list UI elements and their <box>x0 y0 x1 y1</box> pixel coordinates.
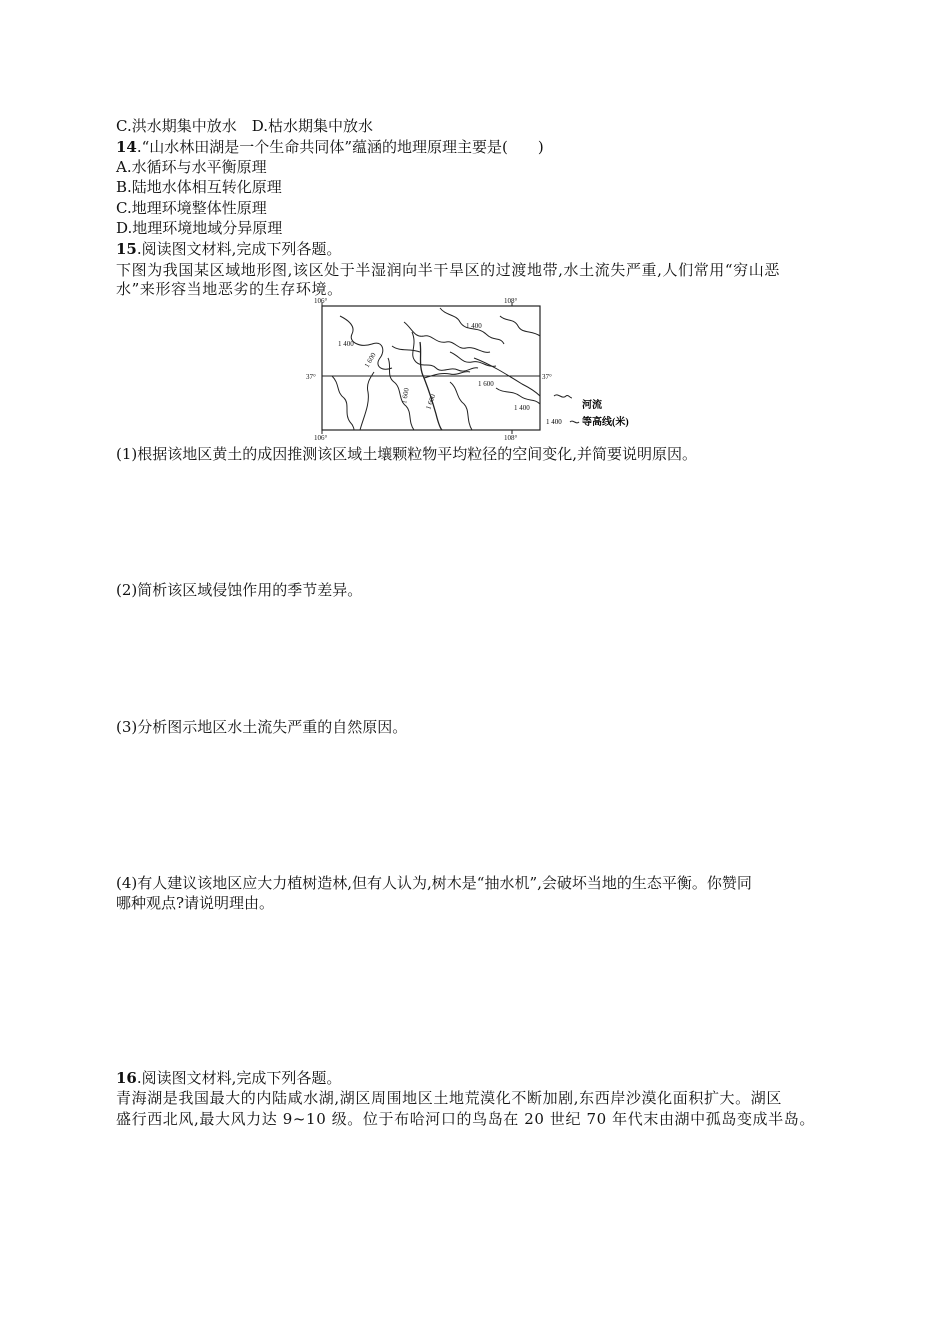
q15-sub2: (2)简析该区域侵蚀作用的季节差异。 <box>116 581 363 599</box>
q15-sub1: (1)根据该地区黄土的成因推测该区域土壤颗粒物平均粒径的空间变化,并简要说明原因。 <box>116 445 698 463</box>
contour-west-low <box>332 376 354 430</box>
q16-material-line-2: 盛行西北风,最大风力达 9~10 级。位于布哈河口的鸟岛在 20 世纪 70 年代末由湖中孤岛变成半岛。 <box>116 1110 815 1128</box>
q14-number: 14 <box>116 138 137 156</box>
q16-number: 16 <box>116 1069 137 1087</box>
contour-1600-east <box>450 382 472 430</box>
topographic-map <box>300 292 660 442</box>
contour-label-6: 1 600 <box>478 380 494 388</box>
q16-intro <box>116 1068 341 1088</box>
q15-material-line-1: 下图为我国某区域地形图,该区处于半湿润向半干旱区的过渡地带,水土流失严重,人们常用“穷山恶 <box>116 261 780 279</box>
contour-label-3: 1 600 <box>362 351 378 369</box>
lat-37-right: 37° <box>542 373 552 381</box>
q14-stem-text: .“山水林田湖是一个生命共同体”蕴涵的地理原理主要是( ) <box>136 138 544 156</box>
q15-intro <box>116 239 341 259</box>
contour-label-1: 1 400 <box>338 340 354 348</box>
q16-material-line-1: 青海湖是我国最大的内陆咸水湖,湖区周围地区土地荒漠化不断加剧,东西岸沙漠化面积扩大。湖区 <box>116 1089 782 1107</box>
contour-label-7: 1 400 <box>514 404 530 412</box>
lat-37-left: 37° <box>306 373 316 381</box>
lon-106-bottom: 106° <box>314 434 328 442</box>
contour-label-4: 1 600 <box>400 387 411 405</box>
q14-option-d: D.地理环境地域分异原理 <box>116 219 283 237</box>
q14-option-b: B.陆地水体相互转化原理 <box>116 178 282 196</box>
q15-sub3: (3)分析图示地区水土流失严重的自然原因。 <box>116 718 408 736</box>
lon-108-top: 108° <box>504 297 518 305</box>
q14-option-c: C.地理环境整体性原理 <box>116 199 267 217</box>
q15-material-line-2: 水”来形容当地恶劣的生存环境。 <box>116 280 343 298</box>
lon-106-top: 106° <box>314 297 328 305</box>
main-river <box>420 342 442 430</box>
contour-label-2: 1 400 <box>466 322 482 330</box>
q15-number: 15 <box>116 240 137 258</box>
lon-108-bottom: 108° <box>504 434 518 442</box>
q16-intro-text: .阅读图文材料,完成下列各题。 <box>136 1069 342 1087</box>
contour-ridge-3 <box>450 352 496 366</box>
contour-northeast <box>500 316 540 336</box>
q15-sub4-line-1: (4)有人建议该地区应大力植树造林,但有人认为,树木是“抽水机”,会破坏当地的生态平衡。你赞同 <box>116 874 752 892</box>
q15-sub4-line-2: 哪种观点?请说明理由。 <box>116 894 275 912</box>
contour-ridge-2 <box>412 332 478 371</box>
q14-option-a: A.水循环与水平衡原理 <box>116 158 267 176</box>
legend-contour-label: 等高线(米) <box>582 417 629 428</box>
river-branch-west <box>392 346 420 352</box>
legend-river-symbol <box>554 395 572 398</box>
legend-contour-value: 1 400 <box>546 418 562 426</box>
contour-label-5: 1 600 <box>424 393 438 411</box>
legend-river-label: 河流 <box>582 400 602 411</box>
river-southwest <box>360 372 374 430</box>
q15-intro-text: .阅读图文材料,完成下列各题。 <box>136 240 342 258</box>
q14-stem <box>116 137 544 157</box>
q13-options-cd: C.洪水期集中放水 D.枯水期集中放水 <box>116 117 373 135</box>
river-branch-east <box>424 372 470 378</box>
